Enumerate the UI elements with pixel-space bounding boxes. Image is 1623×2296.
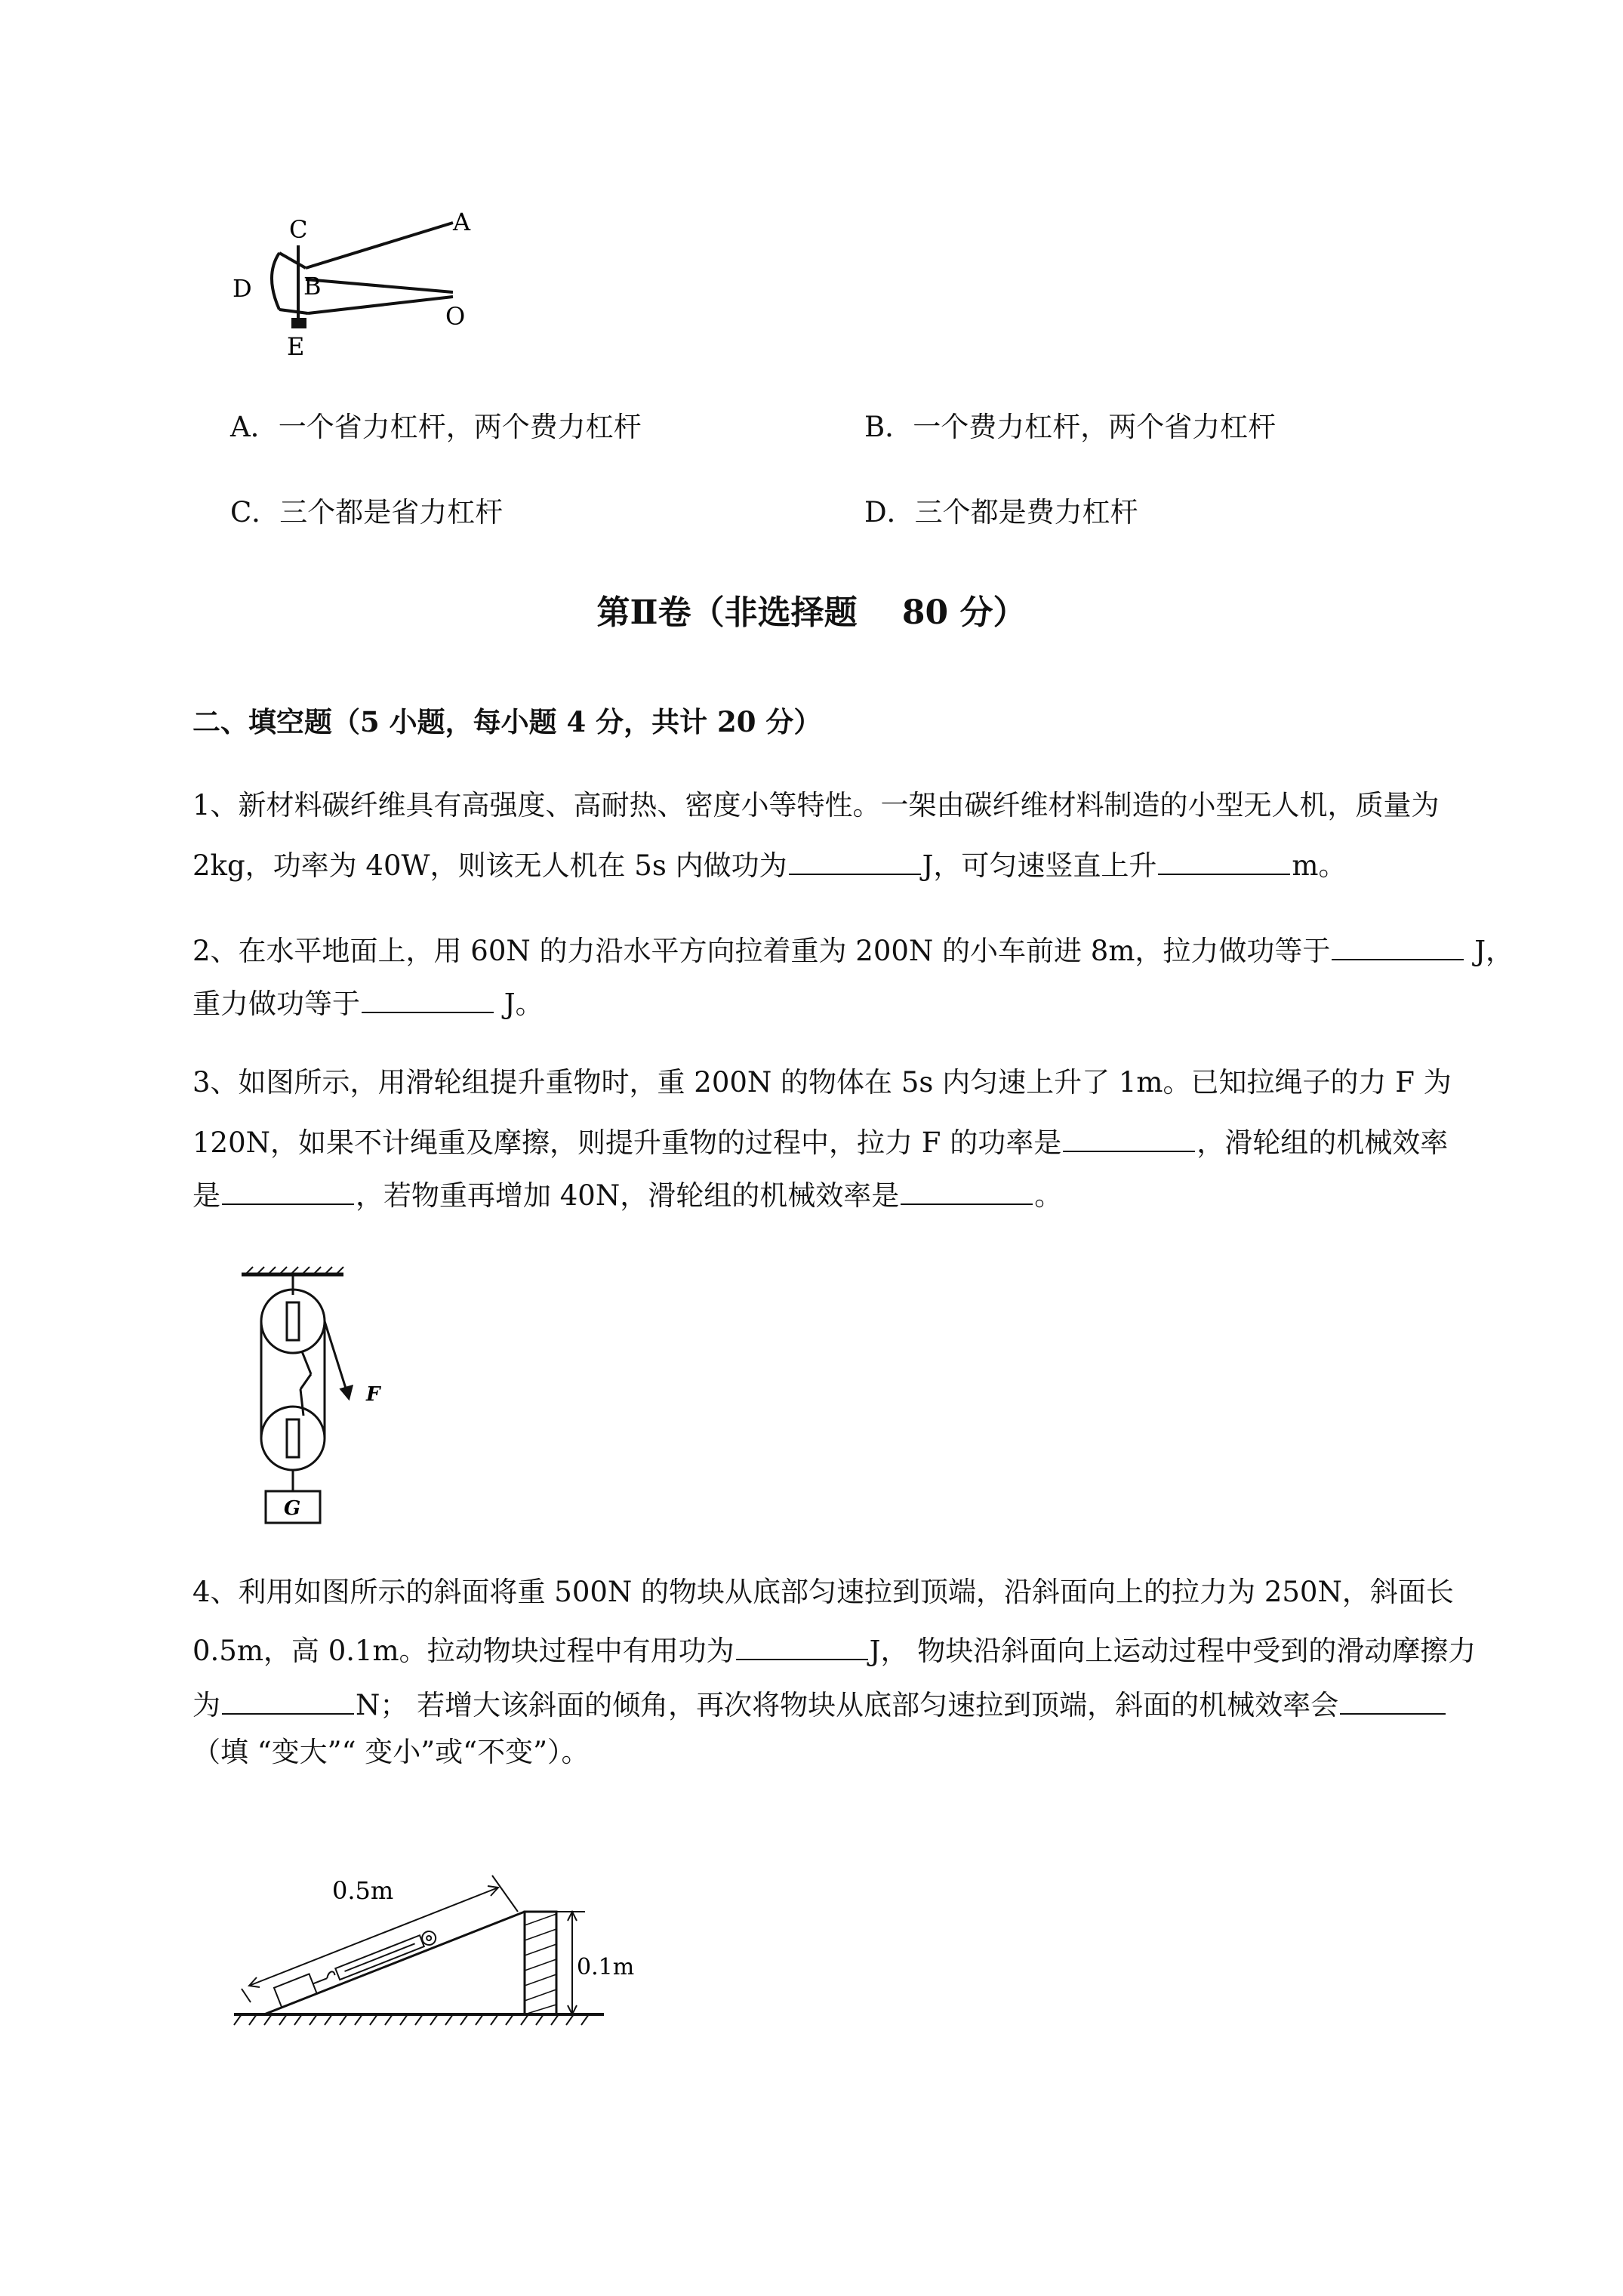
pulley-fixed [261,1290,325,1353]
q3-line-1: 3、如图所示，用滑轮组提升重物时，重 200N 的物体在 5s 内匀速上升了 1m。已知拉绳子的力 F 为 [192,1066,1452,1099]
q1-line-1: 1、新材料碳纤维具有高强度、高耐热、密度小等特性。一架由碳纤维材料制造的小型无人机，质量为 [192,789,1440,821]
q1-blank-height[interactable] [1158,846,1290,875]
label-o: O [445,302,466,331]
q4-line-2 [192,1631,1476,1665]
label-e: E [287,332,305,359]
q4-text-c: 为 [192,1689,220,1721]
pulley-figure [226,1261,408,1525]
option-b: B．一个费力杠杆，两个省力杠杆 [864,411,1277,443]
q1-text-b: J，可匀速竖直上升 [922,849,1157,882]
q4-text-d: N； 若增大该斜面的倾角，再次将物块从底部匀速拉到顶端，斜面的机械效率会 [356,1689,1339,1721]
q4-line-4: （填 “变大”“ 变小”或“不变”）。 [192,1736,590,1768]
q3-text-e: 。 [1034,1179,1063,1212]
lever-upper-arm-lower-edge [306,279,453,292]
lever-figure [226,208,491,359]
option-d: D．三个都是费力杠杆 [864,496,1138,529]
q2-text-b: J， [1465,935,1514,967]
q1-text-c: m。 [1292,849,1347,882]
q2-line-2 [192,984,544,1018]
option-a: A．一个省力杠杆，两个费力杠杆 [230,411,642,443]
q4-text-a: 0.5m，高 0.1m。拉动物块过程中有用功为 [192,1635,735,1667]
q2-text-d: J。 [495,988,544,1020]
q3-blank-power[interactable] [1063,1123,1195,1152]
q2-blank-pull-work[interactable] [1332,931,1464,960]
pulley-label-f: F [366,1383,380,1406]
label-c: C [289,215,308,244]
pulley-label-g: G [284,1497,301,1520]
q3-line-2 [192,1123,1448,1157]
lever-jaw-d [272,253,279,310]
label-b: B [303,272,322,300]
q3-blank-new-efficiency[interactable] [901,1176,1033,1205]
section-heading: 二、填空题（5 小题，每小题 4 分，共计 20 分） [192,705,822,738]
lever-upper-arm [306,223,453,268]
q1-blank-work[interactable] [789,846,921,875]
q3-line-3 [192,1176,1062,1210]
q4-text-b: J， 物块沿斜面向上运动过程中受到的滑动摩擦力 [869,1635,1477,1667]
label-a: A [453,208,471,236]
q2-text-c: 重力做功等于 [192,988,360,1020]
q4-blank-friction[interactable] [222,1685,354,1715]
q1-line-2 [192,846,1347,880]
q4-line-3 [192,1685,1447,1719]
q2-blank-gravity-work[interactable] [362,984,494,1013]
q2-line-1 [192,931,1514,965]
q4-blank-useful-work[interactable] [736,1631,868,1660]
incline-height-label: 0.1m [577,1954,635,1980]
q3-text-b: ，滑轮组的机械效率 [1196,1126,1449,1159]
label-d: D [233,274,252,303]
option-c: C．三个都是省力杠杆 [230,496,504,529]
q3-text-d: ，若物重再增加 40N，滑轮组的机械效率是 [356,1179,900,1212]
q4-line-1: 4、利用如图所示的斜面将重 500N 的物块从底部匀速拉到顶端，沿斜面向上的拉力为 250N，斜面长 [192,1576,1454,1608]
q1-text-a: 2kg，功率为 40W，则该无人机在 5s 内做功为 [192,849,787,882]
section-title: 第Ⅱ卷（非选择题 80 分） [596,593,1027,632]
lever-lower-arm [308,297,453,313]
lever-pad-e [293,319,305,327]
block [274,1974,317,2007]
q2-text-a: 2、在水平地面上，用 60N 的力沿水平方向拉着重为 200N 的小车前进 8m，拉力做功等于 [192,935,1331,967]
q3-text-a: 120N，如果不计绳重及摩擦，则提升重物的过程中，拉力 F 的功率是 [192,1126,1062,1159]
incline-figure [226,1827,649,2046]
pulley-moving [261,1407,325,1470]
q4-blank-efficiency-change[interactable] [1340,1685,1446,1715]
q3-blank-efficiency[interactable] [222,1176,354,1205]
q3-text-c: 是 [192,1179,220,1212]
incline-length-label: 0.5m [332,1876,394,1905]
